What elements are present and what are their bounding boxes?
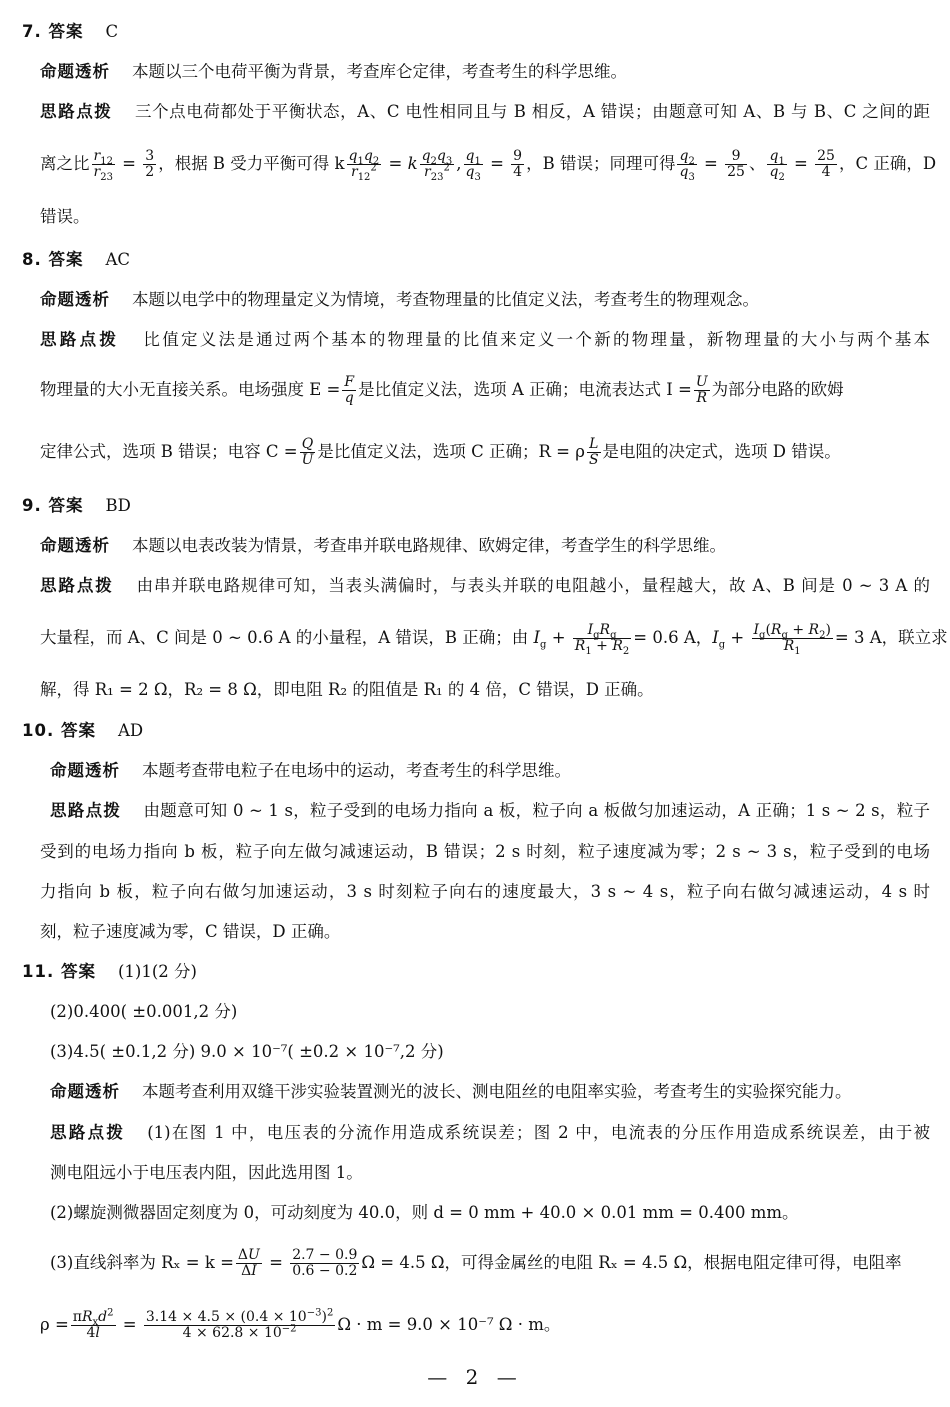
q8-analysis-line2: 物理量的大小无直接关系。电场强度 E = $\frac{F}{q}$ 是比值定义法，选项 A 正确；电流表达式 I = $\frac{U}{R}$ 为部分电路的欧姆: [40, 374, 844, 406]
formula-capacitance: $\frac{Q}{U}$: [301, 436, 314, 468]
q9-analysis-line1: 思路点拨 由串并联电路规律可知，当表头满偏时，与表头并联的电阻越小，量程越大，故 A、B 间是 0 ~ 3 A 的: [40, 576, 930, 595]
q8-purpose: 命题透析 本题以电学中的物理量定义为情境，考查物理量的比值定义法，考查考生的物理观念。: [40, 290, 759, 309]
q8-answer: AC: [105, 250, 131, 269]
q9-answer: BD: [105, 496, 131, 515]
formula-slope: $\frac{2.7 - 0.9}{0.6 - 0.2}$: [292, 1247, 358, 1279]
formula-shunt-1: $\frac{I_gR_g}{R_1 + R_2}$: [574, 622, 630, 657]
q11-answer-1: (1)1(2 分): [117, 962, 197, 981]
q9-purpose: 命题透析 本题以电表改装为情景，考查串并联电路规律、欧姆定律，考查学生的科学思维。: [40, 536, 726, 555]
q8-analysis-line1: 思路点拨 比值定义法是通过两个基本的物理量的比值来定义一个新的物理量，新物理量的大小与两个基本: [40, 330, 931, 349]
q7-purpose: 命题透析 本题以三个电荷平衡为背景，考查库仑定律，考查考生的科学思维。: [40, 62, 627, 81]
q11-purpose: 命题透析 本题考查利用双缝干涉实验装置测光的波长、测电阻丝的电阻率实验，考查考生的实验探究能力。: [50, 1082, 852, 1101]
formula-e-field: $\frac{F}{q}$: [344, 374, 355, 406]
q10-analysis-line3: 力指向 b 板，粒子向右做匀加速运动，3 s 时刻粒子向右的速度最大，3 s ~ 4 s，粒子向右做匀减速运动，4 s 时: [40, 882, 930, 901]
q7-answer: C: [105, 22, 119, 41]
q10-analysis-line1: 思路点拨 由题意可知 0 ~ 1 s，粒子受到的电场力指向 a 板，粒子向 a 板做匀加速运动，A 正确；1 s ~ 2 s，粒子: [50, 801, 930, 820]
q10-analysis-line2: 受到的电场力指向 b 板，粒子向左做匀减速运动，B 错误；2 s 时刻，粒子速度减为零；2 s ~ 3 s，粒子受到的电场: [40, 842, 930, 861]
q7-analysis-line1: 思路点拨 三个点电荷都处于平衡状态，A、C 电性相同且与 B 相反，A 错误；由题意可知 A、B 与 B、C 之间的距: [40, 102, 930, 121]
q7-analysis-line2: 离之比 $\frac{r_{12}}{r_{23}}$ = $\frac{3}{2}$ ，根据 B 受力平衡可得 k $\frac{q_1q_2}{r_{12}^2}$ = k $\frac{q_2q_3}{r_{23}^2}$ , $\frac{q_1}{q_3}$ = $\frac{9}{4}$ ，B 错误；同理可得 $\frac{q_2}{q_3}$ = $\frac{9}{25}$ 、 $\frac{q_1}{q_2}$ = $\frac{25}{4}$ ，C 正确，D: [40, 148, 937, 183]
q10-analysis-line4: 刻，粒子速度减为零，C 错误，D 正确。: [40, 922, 341, 941]
q9-analysis-line2: 大量程，而 A、C 间是 0 ~ 0.6 A 的小量程，A 错误，B 正确；由 $I_g$ + $\frac{I_gR_g}{R_1 + R_2}$ = 0.6 A，$I_g$ + $\frac{I_g(R_g + R_2)}{R_1}$ = 3 A，联立求: [40, 622, 948, 657]
q9-header: 9. 答案 BD: [22, 496, 131, 515]
q7-analysis-line3: 错误。: [40, 207, 90, 226]
formula-coulomb-1: $\frac{q_1q_2}{r_{12}^2}$: [348, 148, 380, 183]
q11-analysis-line4: (3)直线斜率为 Rₓ = k = $\frac{\Delta U}{\Delta I}$ = $\frac{2.7 - 0.9}{0.6 - 0.2}$ Ω = 4.5 Ω，可得金属丝的电阻 Rₓ = 4.5 Ω，根据电阻定律可得，电阻率: [50, 1247, 902, 1279]
q11-header: 11. 答案 (1)1(2 分): [22, 962, 197, 981]
formula-ohm: $\frac{U}{R}$: [695, 374, 708, 406]
formula-coulomb-2: $\frac{q_2q_3}{r_{23}^2}$: [421, 148, 453, 183]
formula-r12-r23: $\frac{r_{12}}{r_{23}}$: [93, 148, 113, 183]
q9-analysis-line3: 解，得 R₁ = 2 Ω，R₂ = 8 Ω，即电阻 R₂ 的阻值是 R₁ 的 4 倍，C 错误，D 正确。: [40, 680, 654, 699]
q10-answer: AD: [117, 721, 144, 740]
formula-resistance: $\frac{L}{S}$: [588, 436, 599, 468]
formula-shunt-2: $\frac{I_g(R_g + R_2)}{R_1}$: [753, 622, 831, 657]
q11-analysis-line5: ρ = $\frac{\pi R_xd^2}{4l}$ = $\frac{3.14 \times 4.5 \times (0.4 \times 10^{-3})^2}{4 \times 62.8 \times 10^{-2}}$ Ω · m = 9.0 × 10⁻⁷ Ω · m。: [40, 1307, 561, 1341]
q7-header: 7. 答案 C: [22, 22, 119, 41]
q11-analysis-line2: 测电阻远小于电压表内阻，因此选用图 1。: [50, 1163, 363, 1182]
q10-purpose: 命题透析 本题考查带电粒子在电场中的运动，考查考生的科学思维。: [50, 761, 571, 780]
formula-resistivity-numeric: $\frac{3.14 \times 4.5 \times (0.4 \times 10^{-3})^2}{4 \times 62.8 \times 10^{-2}}$: [145, 1307, 334, 1341]
q11-answer-2: (2)0.400( ±0.001,2 分): [50, 1002, 238, 1021]
q11-answer-3: (3)4.5( ±0.1,2 分) 9.0 × 10⁻⁷( ±0.2 × 10⁻⁷,2 分): [50, 1042, 444, 1061]
formula-resistivity-symbolic: $\frac{\pi R_xd^2}{4l}$: [72, 1307, 114, 1341]
q11-analysis-line3: (2)螺旋测微器固定刻度为 0，可动刻度为 40.0，则 d = 0 mm + 40.0 × 0.01 mm = 0.400 mm。: [50, 1203, 799, 1222]
q11-analysis-line1: 思路点拨 (1)在图 1 中，电压表的分流作用造成系统误差；图 2 中，电流表的分压作用造成系统误差，由于被: [50, 1123, 931, 1142]
q10-header: 10. 答案 AD: [22, 721, 144, 740]
page-number: — 2 —: [427, 1365, 523, 1389]
q8-header: 8. 答案 AC: [22, 250, 131, 269]
q8-analysis-line3: 定律公式，选项 B 错误；电容 C = $\frac{Q}{U}$ 是比值定义法，选项 C 正确；R = ρ $\frac{L}{S}$ 是电阻的决定式，选项 D 错误。: [40, 436, 841, 468]
